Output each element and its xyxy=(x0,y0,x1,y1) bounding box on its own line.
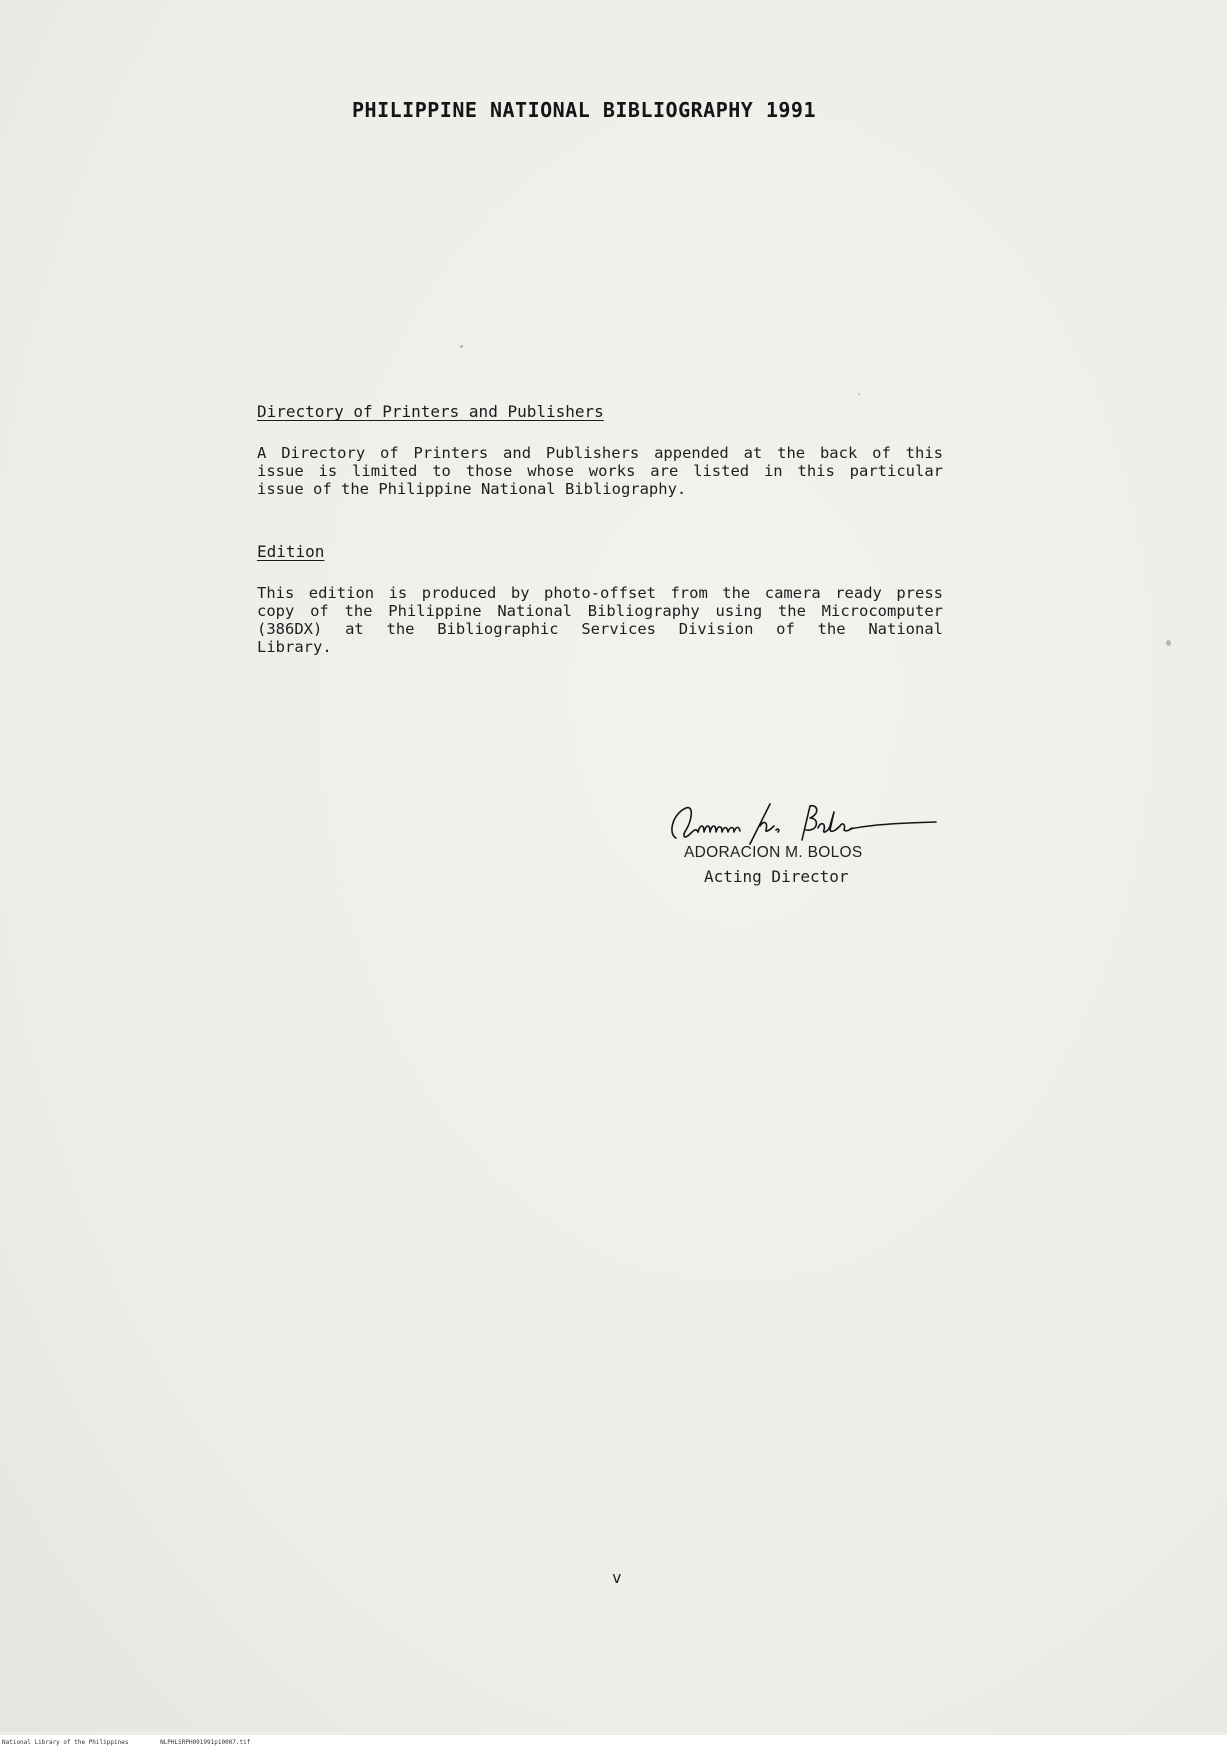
paper-speck xyxy=(1166,640,1171,646)
footer-file-id: NLPHLSRPH091991p10007.tif xyxy=(160,1739,251,1746)
page-number: v xyxy=(612,1568,622,1587)
body-line: issue is limited to those whose works are listed in this particular xyxy=(257,462,943,480)
scan-footer xyxy=(0,1735,1227,1750)
signatory-name: ADORACION M. BOLOS xyxy=(684,844,863,861)
body-line: Library. xyxy=(257,638,332,656)
body-line: copy of the Philippine National Bibliography using the Microcomputer xyxy=(257,602,943,620)
section-body-directory xyxy=(257,444,943,498)
signatory-role: Acting Director xyxy=(704,867,849,886)
section-body-edition xyxy=(257,584,943,656)
paper-speck xyxy=(460,345,463,348)
body-line: This edition is produced by photo-offset from the camera ready press xyxy=(257,584,943,602)
footer-institution: National Library of the Philippines xyxy=(2,1739,129,1746)
handwritten-signature xyxy=(664,800,944,850)
document-title: PHILIPPINE NATIONAL BIBLIOGRAPHY 1991 xyxy=(352,98,817,122)
body-line: A Directory of Printers and Publishers appended at the back of this xyxy=(257,444,943,462)
body-line: (386DX) at the Bibliographic Services Division of the National xyxy=(257,620,943,638)
signature-block xyxy=(664,800,944,890)
section-heading-edition: Edition xyxy=(257,542,325,561)
section-heading-directory: Directory of Printers and Publishers xyxy=(257,402,604,421)
body-line: issue of the Philippine National Bibliography. xyxy=(257,480,687,498)
paper-speck xyxy=(858,393,860,395)
